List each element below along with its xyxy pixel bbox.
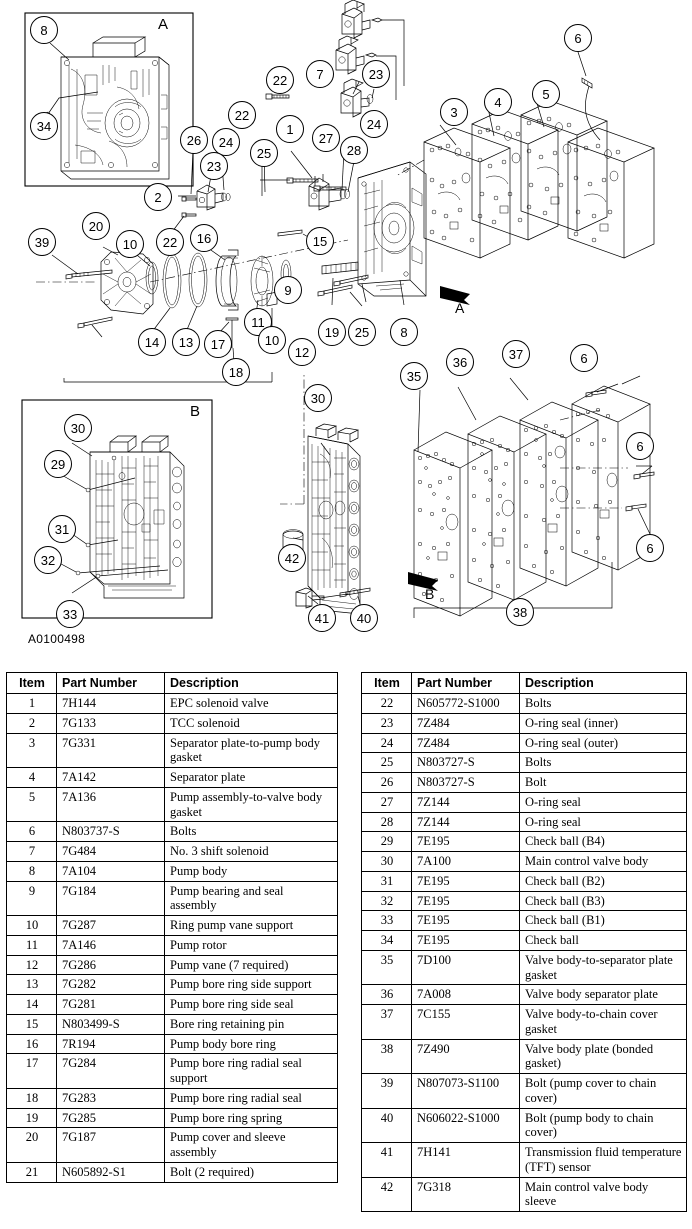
table-row — [362, 891, 687, 911]
description-cell: Check ball (B3) — [520, 891, 687, 911]
part-number-cell: N803499-S — [57, 1014, 165, 1034]
table-row — [7, 955, 338, 975]
description-cell: O-ring seal (inner) — [520, 713, 687, 733]
item-cell: 24 — [362, 733, 412, 753]
description-cell: Pump bore ring spring — [165, 1108, 338, 1128]
description-cell: Pump body — [165, 861, 338, 881]
part-number-cell: 7Z144 — [412, 812, 520, 832]
callout-6-d: 6 — [636, 534, 664, 562]
table-row — [7, 1108, 338, 1128]
table-row — [7, 1014, 338, 1034]
callout-30: 30 — [304, 384, 332, 412]
callout-8: 8 — [30, 16, 58, 44]
item-cell: 40 — [362, 1108, 412, 1143]
callout-20: 20 — [82, 212, 110, 240]
table-row — [362, 911, 687, 931]
item-cell: 11 — [7, 935, 57, 955]
item-cell: 9 — [7, 881, 57, 916]
item-cell: 28 — [362, 812, 412, 832]
table-row — [362, 773, 687, 793]
item-cell: 15 — [7, 1014, 57, 1034]
description-cell: Pump assembly-to-valve body gasket — [165, 787, 338, 822]
description-cell: O-ring seal (outer) — [520, 733, 687, 753]
callout-22-b: 22 — [228, 101, 256, 129]
table-row — [7, 861, 338, 881]
figure-id: A0100498 — [28, 632, 86, 646]
description-cell: Pump bore ring radial seal support — [165, 1054, 338, 1089]
item-cell: 16 — [7, 1034, 57, 1054]
part-number-cell: 7A100 — [412, 852, 520, 872]
description-cell: Main control valve body — [520, 852, 687, 872]
callout-31: 31 — [48, 515, 76, 543]
table-row — [362, 931, 687, 951]
table-header-row — [362, 673, 687, 694]
description-cell: TCC solenoid — [165, 713, 338, 733]
item-cell: 10 — [7, 916, 57, 936]
callout-13: 13 — [172, 328, 200, 356]
description-cell: Valve body-to-chain cover gasket — [520, 1005, 687, 1040]
callout-35: 35 — [400, 362, 428, 390]
column-header-item: Item — [362, 673, 412, 694]
callout-23-a: 23 — [362, 60, 390, 88]
item-cell: 37 — [362, 1005, 412, 1040]
part-number-cell: 7G284 — [57, 1054, 165, 1089]
description-cell: Pump bore ring side support — [165, 975, 338, 995]
part-number-cell: 7G133 — [57, 713, 165, 733]
table-row — [7, 694, 338, 714]
description-cell: Pump body bore ring — [165, 1034, 338, 1054]
callout-9: 9 — [274, 276, 302, 304]
item-cell: 30 — [362, 852, 412, 872]
part-number-cell: N803727-S — [412, 753, 520, 773]
item-cell: 8 — [7, 861, 57, 881]
part-number-cell: 7G187 — [57, 1128, 165, 1163]
item-cell: 4 — [7, 768, 57, 788]
part-number-cell: 7G331 — [57, 733, 165, 768]
section-arrow-a-label: A — [455, 300, 465, 316]
description-cell: Bore ring retaining pin — [165, 1014, 338, 1034]
callout-22-a: 22 — [266, 66, 294, 94]
table-row — [7, 881, 338, 916]
description-cell: Bolts — [520, 694, 687, 714]
callout-3: 3 — [440, 98, 468, 126]
detail-label-a: A — [158, 16, 169, 33]
part-number-cell: 7A008 — [412, 985, 520, 1005]
description-cell: Pump bearing and seal assembly — [165, 881, 338, 916]
callout-42: 42 — [278, 544, 306, 572]
callout-10-b: 10 — [258, 326, 286, 354]
item-cell: 29 — [362, 832, 412, 852]
part-number-cell: N606022-S1000 — [412, 1108, 520, 1143]
section-arrow-b-label: B — [425, 586, 435, 602]
item-cell: 18 — [7, 1088, 57, 1108]
table-row — [7, 1054, 338, 1089]
description-cell: Check ball (B2) — [520, 871, 687, 891]
part-number-cell: 7A104 — [57, 861, 165, 881]
item-cell: 13 — [7, 975, 57, 995]
description-cell: Bolt (2 required) — [165, 1162, 338, 1182]
description-cell: Bolts — [520, 753, 687, 773]
detail-label-b: B — [190, 403, 201, 420]
description-cell: Check ball (B1) — [520, 911, 687, 931]
description-cell: Pump bore ring side seal — [165, 995, 338, 1015]
part-number-cell: 7E195 — [412, 871, 520, 891]
callout-6-b: 6 — [570, 344, 598, 372]
item-cell: 39 — [362, 1074, 412, 1109]
part-number-cell: 7Z490 — [412, 1039, 520, 1074]
description-cell: Valve body-to-separator plate gasket — [520, 950, 687, 985]
description-cell: Valve body plate (bonded gasket) — [520, 1039, 687, 1074]
table-row — [362, 694, 687, 714]
item-cell: 17 — [7, 1054, 57, 1089]
column-header-part-number: Part Number — [412, 673, 520, 694]
callout-22-c: 22 — [156, 228, 184, 256]
table-row — [362, 1074, 687, 1109]
callout-40: 40 — [350, 604, 378, 632]
item-cell: 33 — [362, 911, 412, 931]
item-cell: 38 — [362, 1039, 412, 1074]
item-cell: 42 — [362, 1177, 412, 1212]
table-row — [362, 713, 687, 733]
column-header-description: Description — [165, 673, 338, 694]
callout-11: 11 — [244, 308, 272, 336]
callout-15: 15 — [306, 227, 334, 255]
callout-16: 16 — [190, 224, 218, 252]
description-cell: Pump rotor — [165, 935, 338, 955]
item-cell: 31 — [362, 871, 412, 891]
description-cell: Bolts — [165, 822, 338, 842]
description-cell: Separator plate — [165, 768, 338, 788]
part-number-cell: 7R194 — [57, 1034, 165, 1054]
callout-8-b: 8 — [390, 318, 418, 346]
table-row — [362, 1005, 687, 1040]
description-cell: Check ball (B4) — [520, 832, 687, 852]
item-cell: 6 — [7, 822, 57, 842]
part-number-cell: 7E195 — [412, 931, 520, 951]
table-row — [362, 852, 687, 872]
description-cell: Pump vane (7 required) — [165, 955, 338, 975]
part-number-cell: 7G184 — [57, 881, 165, 916]
callout-18: 18 — [222, 358, 250, 386]
item-cell: 35 — [362, 950, 412, 985]
item-cell: 26 — [362, 773, 412, 793]
callout-7: 7 — [306, 60, 334, 88]
description-cell: O-ring seal — [520, 792, 687, 812]
callout-24-b: 24 — [212, 128, 240, 156]
table-row — [7, 975, 338, 995]
table-row — [362, 871, 687, 891]
callout-12: 12 — [288, 338, 316, 366]
parts-table-right — [361, 672, 687, 1212]
callout-39: 39 — [28, 228, 56, 256]
part-number-cell: 7G282 — [57, 975, 165, 995]
table-row — [7, 935, 338, 955]
callout-41: 41 — [308, 604, 336, 632]
callout-23-b: 23 — [200, 152, 228, 180]
table-row — [362, 1177, 687, 1212]
item-cell: 22 — [362, 694, 412, 714]
part-number-cell: 7Z144 — [412, 792, 520, 812]
item-cell: 36 — [362, 985, 412, 1005]
column-header-item: Item — [7, 673, 57, 694]
item-cell: 34 — [362, 931, 412, 951]
table-row — [7, 1128, 338, 1163]
description-cell: Pump cover and sleeve assembly — [165, 1128, 338, 1163]
callout-34: 34 — [30, 112, 58, 140]
description-cell: Valve body separator plate — [520, 985, 687, 1005]
table-row — [7, 1034, 338, 1054]
table-row — [7, 733, 338, 768]
description-cell: Main control valve body sleeve — [520, 1177, 687, 1212]
callout-37: 37 — [502, 340, 530, 368]
part-number-cell: N605892-S1 — [57, 1162, 165, 1182]
description-cell: Pump bore ring radial seal — [165, 1088, 338, 1108]
description-cell: O-ring seal — [520, 812, 687, 832]
table-row — [7, 995, 338, 1015]
table-row — [362, 753, 687, 773]
table-row — [7, 787, 338, 822]
callout-1: 1 — [276, 115, 304, 143]
item-cell: 25 — [362, 753, 412, 773]
part-number-cell: 7A146 — [57, 935, 165, 955]
table-row — [7, 768, 338, 788]
table-row — [362, 950, 687, 985]
part-number-cell: 7G285 — [57, 1108, 165, 1128]
table-row — [7, 916, 338, 936]
callout-29: 29 — [44, 450, 72, 478]
part-number-cell: 7C155 — [412, 1005, 520, 1040]
part-number-cell: N807073-S1100 — [412, 1074, 520, 1109]
description-cell: EPC solenoid valve — [165, 694, 338, 714]
part-number-cell: 7D100 — [412, 950, 520, 985]
description-cell: Check ball — [520, 931, 687, 951]
part-number-cell: 7G283 — [57, 1088, 165, 1108]
table-row — [7, 822, 338, 842]
item-cell: 19 — [7, 1108, 57, 1128]
description-cell: Separator plate-to-pump body gasket — [165, 733, 338, 768]
item-cell: 21 — [7, 1162, 57, 1182]
description-cell: Bolt (pump body to chain cover) — [520, 1108, 687, 1143]
part-number-cell: 7G484 — [57, 842, 165, 862]
callout-26: 26 — [180, 126, 208, 154]
item-cell: 32 — [362, 891, 412, 911]
callout-25-a: 25 — [250, 139, 278, 167]
item-cell: 3 — [7, 733, 57, 768]
callout-10-a: 10 — [116, 230, 144, 258]
callout-17: 17 — [204, 330, 232, 358]
part-number-cell: 7Z484 — [412, 713, 520, 733]
callout-6-a: 6 — [564, 24, 592, 52]
part-number-cell: 7H144 — [57, 694, 165, 714]
description-cell: Transmission fluid temperature (TFT) sensor — [520, 1143, 687, 1178]
description-cell: Ring pump vane support — [165, 916, 338, 936]
part-number-cell: N803737-S — [57, 822, 165, 842]
table-row — [7, 713, 338, 733]
part-number-cell: 7G286 — [57, 955, 165, 975]
item-cell: 5 — [7, 787, 57, 822]
part-number-cell: 7E195 — [412, 832, 520, 852]
table-row — [362, 733, 687, 753]
table-row — [362, 812, 687, 832]
callout-6-c: 6 — [626, 432, 654, 460]
table-row — [362, 1108, 687, 1143]
callout-32: 32 — [34, 546, 62, 574]
part-number-cell: 7E195 — [412, 911, 520, 931]
part-number-cell: 7E195 — [412, 891, 520, 911]
part-number-cell: N605772-S1000 — [412, 694, 520, 714]
table-row — [362, 985, 687, 1005]
table-row — [362, 832, 687, 852]
callout-38: 38 — [506, 598, 534, 626]
item-cell: 7 — [7, 842, 57, 862]
description-cell: Bolt — [520, 773, 687, 793]
callout-5: 5 — [532, 80, 560, 108]
part-number-cell: 7A136 — [57, 787, 165, 822]
part-number-cell: 7H141 — [412, 1143, 520, 1178]
part-number-cell: 7G318 — [412, 1177, 520, 1212]
callout-33: 33 — [56, 600, 84, 628]
callout-25-b: 25 — [348, 318, 376, 346]
table-row — [362, 792, 687, 812]
table-row — [362, 1143, 687, 1178]
callout-27: 27 — [312, 124, 340, 152]
callout-2: 2 — [144, 183, 172, 211]
table-header-row — [7, 673, 338, 694]
part-number-cell: 7A142 — [57, 768, 165, 788]
item-cell: 14 — [7, 995, 57, 1015]
table-row — [7, 1162, 338, 1182]
description-cell: Bolt (pump cover to chain cover) — [520, 1074, 687, 1109]
column-header-description: Description — [520, 673, 687, 694]
callout-24-a: 24 — [360, 110, 388, 138]
callout-19: 19 — [318, 318, 346, 346]
table-row — [7, 1088, 338, 1108]
column-header-part-number: Part Number — [57, 673, 165, 694]
table-row — [362, 1039, 687, 1074]
item-cell: 20 — [7, 1128, 57, 1163]
callout-14: 14 — [138, 328, 166, 356]
part-number-cell: 7Z484 — [412, 733, 520, 753]
parts-table-left — [6, 672, 338, 1183]
item-cell: 2 — [7, 713, 57, 733]
item-cell: 41 — [362, 1143, 412, 1178]
callout-36: 36 — [446, 348, 474, 376]
part-number-cell: 7G281 — [57, 995, 165, 1015]
callout-28: 28 — [340, 136, 368, 164]
callout-30-detail: 30 — [64, 414, 92, 442]
item-cell: 12 — [7, 955, 57, 975]
item-cell: 27 — [362, 792, 412, 812]
part-number-cell: N803727-S — [412, 773, 520, 793]
item-cell: 23 — [362, 713, 412, 733]
part-number-cell: 7G287 — [57, 916, 165, 936]
table-row — [7, 842, 338, 862]
callout-4: 4 — [484, 88, 512, 116]
description-cell: No. 3 shift solenoid — [165, 842, 338, 862]
item-cell: 1 — [7, 694, 57, 714]
